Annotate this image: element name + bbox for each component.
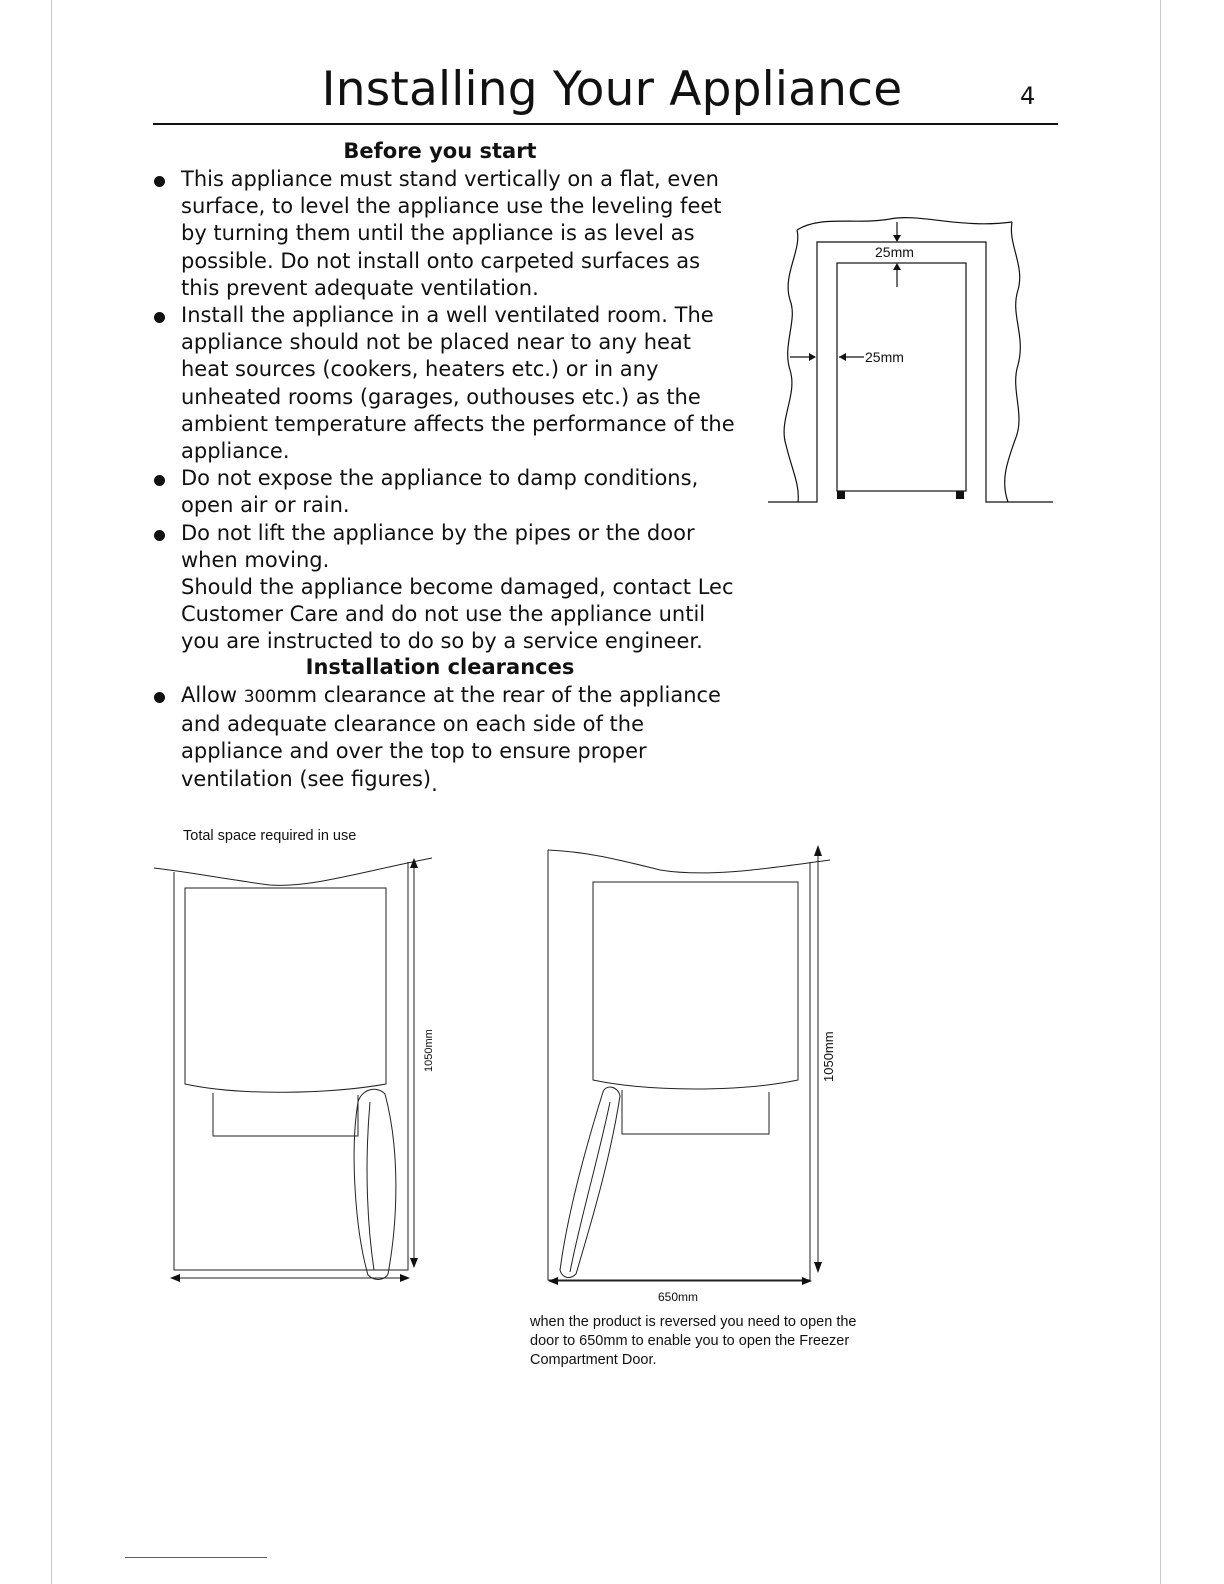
page-title: Installing Your Appliance [321, 62, 903, 117]
open-door [560, 1087, 620, 1277]
list-item [150, 166, 740, 302]
arrow-left-icon [839, 353, 846, 361]
fridge-diagram-left [150, 850, 440, 1290]
page-edge-right [1160, 0, 1161, 1584]
total-space-caption: Total space required in use [183, 828, 357, 844]
arrow-down-icon [410, 1258, 418, 1268]
freezer-drawer [213, 1093, 358, 1136]
bullet-text: mm clearance at the rear of the appliance and adequate clearance on each side of the appliance and over the top to ensure proper ventilation (see figures) [181, 683, 721, 791]
list-item [150, 682, 740, 796]
arrow-left-icon [548, 1277, 558, 1285]
before-start-list [150, 166, 740, 656]
clearances-heading: Installation clearances [305, 655, 575, 679]
foot-right [956, 491, 964, 499]
arrow-right-icon [809, 353, 816, 361]
arrow-down-icon [893, 235, 901, 242]
before-start-heading: Before you start [343, 139, 537, 163]
freezer-drawer [622, 1090, 769, 1134]
arrow-down-icon [814, 1262, 822, 1273]
arrow-up-icon [410, 858, 418, 868]
arrow-left-icon [170, 1274, 180, 1282]
list-item [150, 520, 740, 656]
freezer-door [593, 882, 798, 1089]
bullet-text: Do not expose the appliance to damp conditions, open air or rain. [181, 466, 699, 518]
bullet-icon [154, 176, 165, 187]
height-label-right: 1050mm [821, 1031, 836, 1082]
wall-wavy-left [784, 230, 798, 502]
clearances-list [150, 682, 740, 796]
bullet-icon [154, 692, 165, 703]
wall-outline [768, 242, 1053, 502]
bullet-prefix: Allow [181, 683, 244, 707]
cabinet-outline [548, 850, 810, 1280]
top-clearance-label: 25mm [875, 244, 914, 260]
clearance-diagram [760, 205, 1060, 510]
bullet-icon [154, 475, 165, 486]
damage-notice: Should the appliance become damaged, contact Lec Customer Care and do not use the appliance until you are instructed to do so by a service engineer. [181, 575, 734, 654]
arrow-up-icon [814, 845, 822, 856]
arrow-right-icon [400, 1274, 410, 1282]
wall-wavy-right [1005, 222, 1021, 502]
appliance-body [837, 263, 966, 491]
cabinet-outline [174, 862, 408, 1270]
reversed-door-note: when the product is reversed you need to open the door to 650mm to enable you to open the Freezer Compartment Door. [530, 1314, 857, 1368]
open-door [354, 1089, 396, 1279]
side-clearance-label: 25mm [865, 349, 904, 365]
fridge-diagram-right [540, 840, 840, 1310]
clearance-amount: 300 [243, 687, 277, 707]
list-item [150, 465, 740, 519]
page-edge-left [51, 0, 52, 1584]
arrow-up-icon [893, 263, 901, 270]
height-label-left: 1050mm [423, 1029, 435, 1072]
bullet-icon [154, 312, 165, 323]
bullet-icon [154, 530, 165, 541]
wall-wavy-top [797, 218, 1012, 230]
bullet-text: This appliance must stand vertically on a flat, even surface, to level the appliance use the leveling feet by turning them until the appliance is as level as possible. Do not install onto carpeted surfaces as this prevent adequate ventilation. [181, 167, 722, 300]
wall-wavy [154, 858, 432, 885]
wall-wavy [548, 850, 830, 873]
footer-rule [125, 1557, 267, 1558]
foot-left [837, 491, 845, 499]
bullet-end: . [431, 771, 438, 796]
header-rule [153, 123, 1058, 125]
list-item [150, 302, 740, 465]
freezer-door [185, 888, 386, 1092]
page-number: 4 [1020, 82, 1036, 110]
bullet-text: Do not lift the appliance by the pipes or the door when moving. [181, 520, 695, 572]
bullet-text: Install the appliance in a well ventilated room. The appliance should not be placed near to any heat heat sources (cookers, heaters etc.) or in any unheated rooms (garages, outhouses etc.) as the ambient temperature affects the performance of the appliance. [181, 303, 735, 464]
width-label: 650mm [658, 1290, 699, 1304]
